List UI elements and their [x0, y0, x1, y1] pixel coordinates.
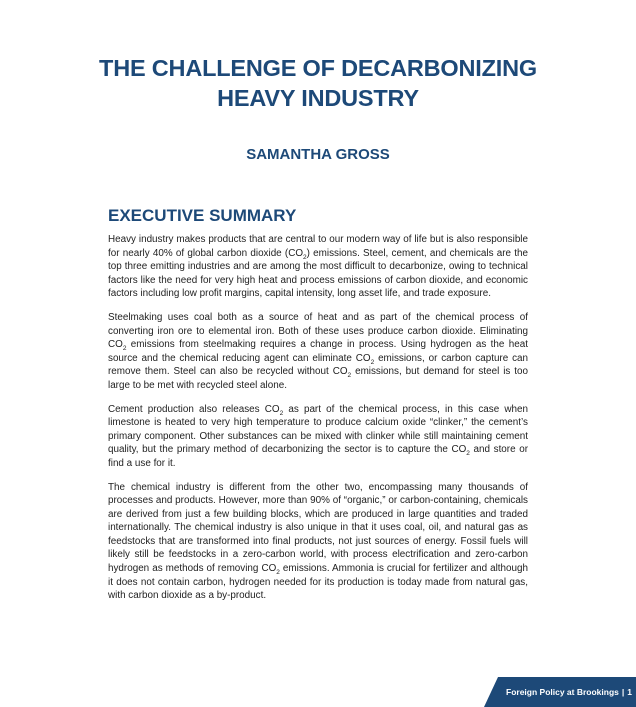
author-name: SAMANTHA GROSS [246, 146, 390, 163]
document-title [60, 53, 576, 113]
paragraph-3: Cement production also releases $CO_2$ as part of the chemical process, in this case when limestone is heated to very high temperature to produce calcium oxide “clinker,” the cement’s primary component. Other substances can be mixed with clinker while still maintaining cement quality, but the primary method of decarbonizing the sector is to capture the $CO_2$ and store or find a use for it. [108, 403, 528, 469]
executive-summary-body [108, 233, 528, 613]
title-line-2: HEAVY INDUSTRY [217, 85, 419, 111]
footer-label [506, 686, 632, 698]
footer-publisher: Foreign Policy at Brookings [506, 687, 619, 697]
section-heading-executive-summary: EXECUTIVE SUMMARY [108, 206, 297, 225]
paragraph-1: Heavy industry makes products that are central to our modern way of life but is also responsible for nearly 40% of global carbon dioxide $(CO_2)$ emissions. Steel, cement, and chemicals are the top three emitting industries and are among the most difficult to decarbonize, owing to technical factors like the need for very high heat and process emissions of carbon dioxide, and economic factors including low profit margins, capital intensity, long asset life, and trade exposure. [108, 234, 528, 300]
paragraph-2: Steelmaking uses coal both as a source of heat and as part of the chemical process of converting iron ore to elemental iron. Both of these uses produce carbon dioxide. Eliminating $CO_2$ emissions from steelmaking requires a change in process. Using hydrogen as the heat source and the chemical reducing agent can eliminate $CO_2$ emissions, or carbon capture can remove them. Steel can also be recycled without $CO_2$ emissions, but demand for steel is too large to be met with recycled steel alone. [108, 311, 529, 391]
page-number: 1 [627, 687, 633, 697]
title-line-1: THE CHALLENGE OF DECARBONIZING [99, 55, 537, 81]
footer-separator: | [621, 687, 625, 697]
paragraph-4: The chemical industry is different from the other two, encompassing many thousands of processes and products. However, more than 90% of “organic,” or carbon-containing, chemicals are derived from just a few building blocks, which are produced in large quantities and traded internationally. The chemical industry is also unique in that it uses coal, oil, and natural gas as feedstocks that are transformed into final products, not just sources of energy. Fossil fuels will likely still be feedstocks in a zero-carbon world, with process electrification and zero-carbon hydrogen as methods of removing $CO_2$ emissions. Ammonia is crucial for fertilizer and although it does not contain carbon, hydrogen needed for its production is today made from natural gas, with carbon dioxide as a by-product. [108, 481, 528, 602]
